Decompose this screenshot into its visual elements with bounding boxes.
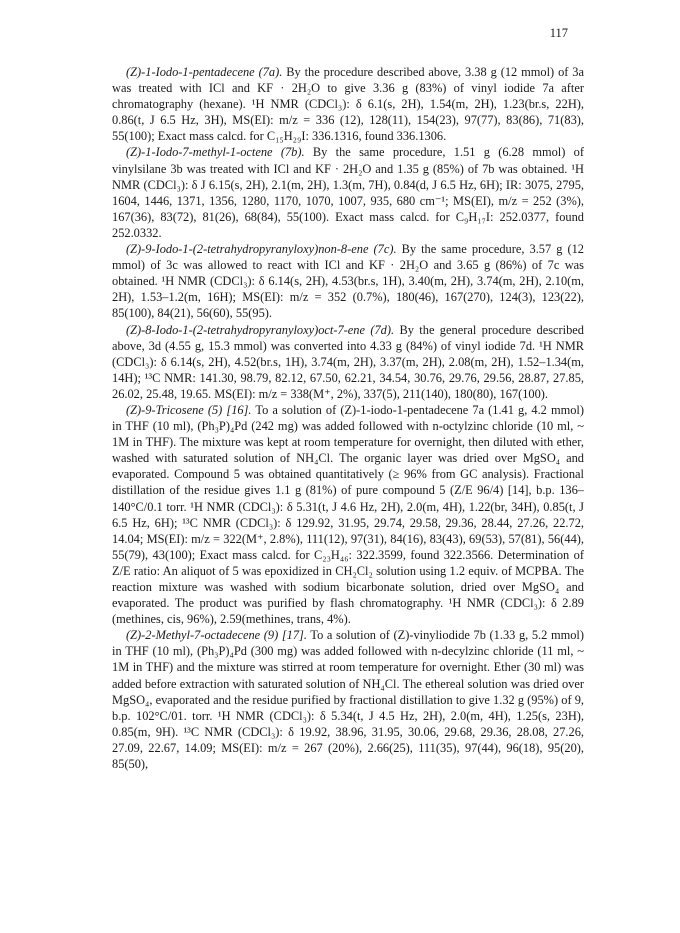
entry-7c [112,241,584,321]
text-column [112,64,584,772]
entry-heading: (Z)-2-Methyl-7-octadecene (9) [17]. [126,628,307,643]
entry-text: To a solution of (Z)-1-iodo-1-pentadecene 7a (1.41 g, 4.2 mmol) in THF (10 ml), (Ph₃P)₄Pd (242 mg) was added followed with n-octylzinc chloride (10 ml, ~ 1M in THF). The mixture was kept at room temperature for overnight, then diluted with ether, washed with saturated solution of NH₄Cl. The organic layer was dried over MgSO₄ and evaporated. Compound 5 was obtained quantitatively (≥ 96% from GC analysis). Fractional distillation of the residue gives 1.1 g (81%) of pure compound 5 (Z/E 96/4) [14], b.p. 136–140°C/0.1 torr. ¹H NMR (CDCl₃): δ 5.31(t, J 4.6 Hz, 2H), 2.0(m, 4H), 1.22(br, 34H), 0.85(t, J 6.5 Hz, 6H); ¹³C NMR (CDCl₃): δ 129.92, 31.95, 29.74, 29.58, 29.36, 28.44, 27.26, 22.72, 14.04; MS(EI): m/z = 322(M⁺, 2.8%), 111(12), 97(31), 84(16), 83(43), 69(53), 57(81), 56(44), 55(79), 43(100); Exact mass calcd. for C₂₃H₄₆: 322.3599, found 322.3566. Determination of Z/E ratio: An aliquot of 5 was epoxidized in CH₂Cl₂ solution using 1.2 equiv. of MCPBA. The reaction mixture was washed with sodium bicarbonate solution, dried over MgSO₄ and evaporated. The product was purified by flash chromatography. ¹H NMR (CDCl₃): δ 2.89 (methines, cis, 96%), 2.59(methines, trans, 4%). [112,402,584,627]
entry-5 [112,402,584,627]
entry-heading: (Z)-9-Tricosene (5) [16]. [126,402,252,417]
entry-heading: (Z)-1-Iodo-7-methyl-1-octene (7b). [126,145,305,160]
entry-7a [112,64,584,144]
entry-text: By the procedure described above, 3.38 g (12 mmol) of 3a was treated with ICl and KF · 2H₂O to give 3.36 g (83%) of vinyl iodide 7a after chromatography (hexane). ¹H NMR (CDCl₃): δ 6.1(s, 2H), 1.54(m, 2H), 1.23(br.s, 22H), 0.86(t, J 6.5 Hz, 3H), MS(EI): m/z = 336 (12), 128(11), 154(23), 97(77), 83(86), 71(83), 55(100); Exact mass calcd. for C₁₅H₂₉I: 336.1316, found 336.1306. [112,65,584,144]
entry-text: By the same procedure, 1.51 g (6.28 mmol) of vinylsilane 3b was treated with ICl and KF · 2H₂O and 1.35 g (85%) of 7b was obtained. ¹H NMR (CDCl₃): δ J 6.15(s, 2H), 2.1(m, 2H), 1.3(m, 7H), 0.84(d, J 6.5 Hz, 6H); IR: 3075, 2795, 1604, 1446, 1371, 1356, 1280, 1170, 1070, 1007, 935, 680 cm⁻¹; MS(EI), m/z = 252 (3%), 167(36), 83(72), 81(26), 68(84), 55(100). Exact mass calcd. for C₉H₁₇I: 252.0377, found 252.0332. [112,145,584,240]
entry-heading: (Z)-9-Iodo-1-(2-tetrahydropyranyloxy)non-8-ene (7c). [126,242,397,257]
entry-9 [112,627,584,772]
entry-text: By the same procedure, 3.57 g (12 mmol) of 3c was allowed to react with ICl and KF · 2H₂O and 3.65 g (86%) of 7c was obtained. ¹H NMR (CDCl₃): δ 6.14(s, 2H), 4.53(br.s, 1H), 3.40(m, 2H), 3.74(m, 2H), 2.10(m, 2H), 1.53–1.2(m, 16H); MS(EI): m/z = 352 (0.7%), 180(46), 167(270), 124(3), 123(22), 85(100), 84(21), 56(60), 55(95). [112,242,584,321]
entry-text: By the general procedure described above, 3d (4.55 g, 15.3 mmol) was converted into 4.33 g (84%) of vinyl iodide 7d. ¹H NMR (CDCl₃): δ 6.14(s, 2H), 4.52(br.s, 1H), 3.74(m, 2H), 3.37(m, 2H), 2.08(m, 2H), 1.52–1.34(m, 14H); ¹³C NMR: 141.30, 98.79, 82.12, 67.50, 62.21, 34.54, 30.76, 29.76, 29.56, 28.87, 27.85, 26.02, 25.48, 19.65. MS(EI): m/z = 338(M⁺, 2%), 337(5), 211(140), 180(80), 167(100). [112,322,584,401]
entry-7b [112,144,584,241]
entry-text: To a solution of (Z)-vinyliodide 7b (1.33 g, 5.2 mmol) in THF (10 ml), (Ph₃P)₄Pd (300 mg) was added followed with n-decylzinc chloride (11 ml, ~ 1M in THF) and the mixture was stirred at room temperature for overnight. Ether (30 ml) was added before extraction with saturated solution of NH₄Cl. The ethereal solution was dried over MgSO₄, evaporated and the residue purified by fractional distillation to give 1.32 g (95%) of 9, b.p. 102°C/01. torr. ¹H NMR (CDCl₃): δ 5.34(t, J 4.5 Hz, 2H), 2.0(m, 4H), 1.25(s, 23H), 0.85(m, 9H). ¹³C NMR (CDCl₃): δ 19.92, 38.96, 31.95, 30.06, 29.68, 29.36, 28.08, 27.26, 27.09, 22.67, 14.09; MS(EI): m/z = 267 (20%), 2.66(25), 111(35), 97(44), 96(18), 95(20), 85(50), [112,628,585,772]
page-number: 117 [549,26,568,40]
entry-heading: (Z)-1-Iodo-1-pentadecene (7a). [126,65,283,79]
entry-7d [112,322,584,402]
entry-heading: (Z)-8-Iodo-1-(2-tetrahydropyranyloxy)oct-7-ene (7d). [126,322,395,337]
